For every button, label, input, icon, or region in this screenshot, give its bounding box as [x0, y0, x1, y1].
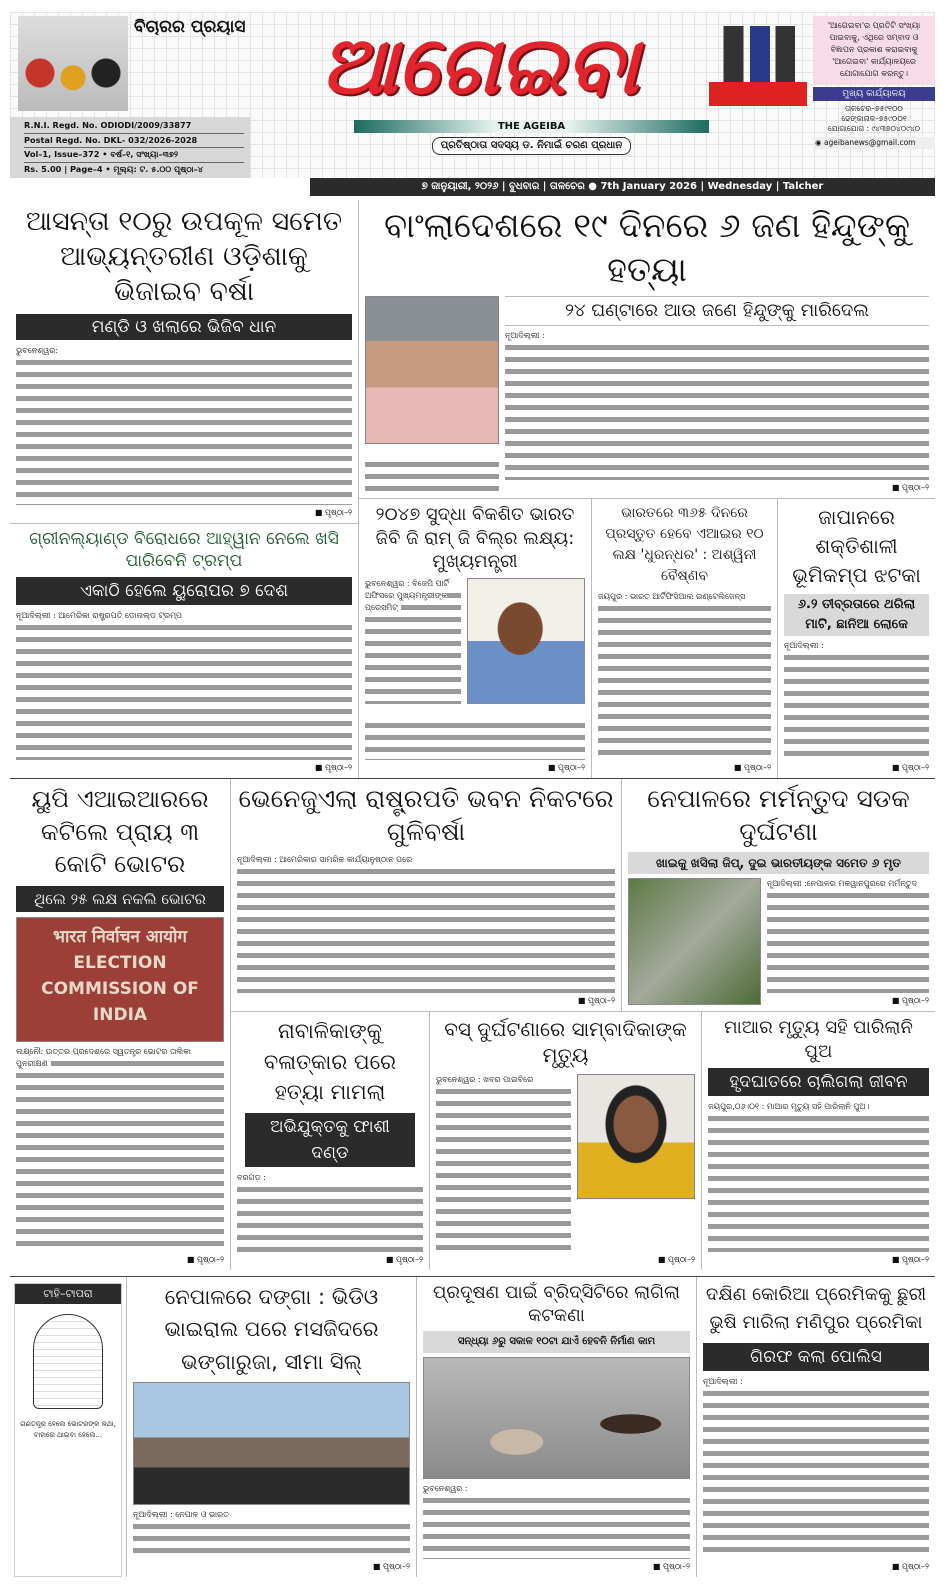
english-title: THE AGEIBA: [354, 120, 709, 133]
story-up-voters: [10, 779, 230, 1269]
continued-marker[interactable]: ■ ପୃଷ୍ଠା–୨: [891, 996, 929, 1006]
headline[interactable]: ବାଂଲାଦେଶରେ ୧୯ ଦିନରେ ୬ ଜଣ ହିନ୍ଦୁଙ୍କୁ ହତ୍ୟା: [384, 206, 910, 291]
masthead-left: [10, 16, 250, 178]
story-ai: [591, 499, 777, 778]
article-body: ଜୟପୁର,୦୬।୦୧ : ମାଆର ମୃତ୍ୟୁ ସହି ପାରିଲାନି ପୁଅ।: [708, 1101, 929, 1252]
headline[interactable]: ନେପାଳରେ ଦଙ୍ଗା : ଭିଡିଓ ଭାଇରାଲ ପରେ ମସଜିଦରେ ଭଙ୍ଗାରୁଜା, ସୀମା ସିଲ୍: [164, 1284, 379, 1374]
jagannath-image: [18, 16, 128, 111]
price-page: Rs. 5.00 | Page–4 • ମୂଲ୍ୟ: ଟ. ୫.୦୦ ପୃଷ୍ଠା–୪: [24, 163, 203, 174]
headline[interactable]: ପ୍ରଦୂଷଣ ପାଇଁ ବ୍ରିଦ୍‌ସିଟିରେ ଲାଗିଲା କଟକଣା: [432, 1281, 681, 1327]
continued-marker[interactable]: ■ ପୃଷ୍ଠା–୨: [186, 1254, 224, 1264]
article-body: ନୂଆଦିଲ୍ଲୀ : ନେପାଳ ଓ ଭାରତ: [133, 1509, 410, 1559]
story-journalist: [429, 1012, 701, 1269]
contact-dhenkanal: ଢେଙ୍କାନାଳ–୭୫୯୦୦୧: [841, 114, 907, 123]
pollution-photo: [423, 1357, 690, 1479]
subhead: ସନ୍ଧ୍ୟା ୬ରୁ ସକାଳ ୧୦ଟା ଯାଏଁ ହେବନି ନିର୍ମାଣ କାମ: [423, 1331, 690, 1353]
story-nepal-accident: [621, 779, 935, 1011]
article-body: ନୂଆଦିଲ୍ଲୀ :: [784, 640, 929, 760]
story-pollution: [416, 1277, 696, 1578]
contact-talcher: ତାଳଚେର–୭୫୯୧୦୦: [845, 104, 903, 113]
headline[interactable]: ଜାପାନରେ ଶକ୍ତିଶାଳୀ ଭୂମିକମ୍ପ ଝଟକା: [792, 505, 921, 588]
headline[interactable]: ବସ୍ ଦୁର୍ଘଟଣାରେ ସାମ୍ବାଦିକାଙ୍କ ମୃତ୍ୟୁ: [444, 1017, 687, 1068]
article-body: ବରଗଡ଼ :: [237, 1172, 423, 1252]
continued-marker[interactable]: ■ ପୃଷ୍ଠା–୨: [657, 1254, 695, 1264]
subhead: ଅଭିଯୁକ୍ତକୁ ଫାଶୀ ଦଣ୍ଡ: [245, 1113, 415, 1167]
cartoon-box: [14, 1283, 122, 1578]
cartoon-drawing: [33, 1314, 103, 1409]
story-nepal-riot: [126, 1277, 416, 1578]
tagline: ବିଚାରର ପ୍ରୟାସ: [134, 17, 246, 37]
journalist-photo: [577, 1074, 695, 1199]
headline[interactable]: ଭେନେଜୁଏଲା ରାଷ୍ଟ୍ରପତି ଭବନ ନିକଟରେ ଗୁଳିବର୍ଷା: [238, 784, 614, 846]
article-body: ଭୁବନେଶ୍ୱର :: [423, 1483, 690, 1559]
registration-box: [10, 117, 250, 178]
founder-label: ପ୍ରତିଷ୍ଠାତା ସଦସ୍ୟ ଡ. ନିମାଇଁ ଚରଣ ପ୍ରଧାନ: [432, 137, 631, 155]
story-son-heart-attack: [701, 1012, 935, 1269]
headline[interactable]: ୟୁପି ଏଆଇଆରରେ କଟିଲେ ପ୍ରାୟ ୩ କୋଟି ଭୋଟର: [31, 785, 209, 879]
continued-marker[interactable]: ■ ପୃଷ୍ଠା–୨: [372, 1562, 410, 1572]
story-chief-minister: [359, 499, 591, 778]
article-body: ଲକ୍ଷ୍ନୌ: ଉତ୍ତର ପ୍ରଦେଶରେ ସ୍ୱତନ୍ତ୍ର ଭୋଟର ତାଲିକା ପୁନରୀକ୍ଷଣ: [16, 1046, 224, 1252]
headline[interactable]: ଗ୍ରୀନଲ୍ୟାଣ୍ଡ ବିରୋଧରେ ଆହ୍ୱାନ ନେଲେ ଖସି ପାରିବେନି ଟ୍ରମ୍ପ: [29, 529, 339, 572]
subhead: ଏକାଠି ହେଲେ ୟୁରୋପର ୭ ଦେଶ: [16, 577, 352, 605]
subhead: ଗିରଫ କଲା ପୋଲିସ: [703, 1343, 929, 1371]
continued-marker[interactable]: ■ ପୃଷ୍ଠା–୨: [891, 1254, 929, 1264]
office-label: ମୁଖ୍ୟ କାର୍ଯ୍ୟାଳୟ: [813, 87, 935, 101]
continued-marker[interactable]: ■ ପୃଷ୍ଠା–୨: [891, 763, 929, 773]
postal-number: Postal Regd. No. DKL- 032/2026-2028: [24, 134, 244, 149]
volume-issue: Vol–1, Issue–372 • ବର୍ଷ–୧, ସଂଖ୍ୟା–୩୭୨: [24, 148, 244, 163]
masthead: [10, 12, 935, 178]
subscription-notice: 'ଆଗେଇବା'ର ପ୍ରତିଟି ସଂଖ୍ୟା ପାଇବାକୁ, ଏଥିରେ ସମ୍ବାଦ ଓ ବିଜ୍ଞାପନ ପ୍ରକାଶ କରାଇବାକୁ 'ଆଗେଇବା' କାର୍ଯ୍ୟାଳୟରେ ଯୋଗାଯୋଗ କରନ୍ତୁ।: [813, 16, 935, 84]
contacts: [813, 104, 935, 134]
article-body: ନୂଆଦିଲ୍ଲୀ :: [505, 330, 929, 480]
subhead: ଥିଲେ ୨୫ ଲକ୍ଷ ନକଲି ଭୋଟର: [16, 886, 224, 912]
headline[interactable]: ନେପାଳରେ ମର୍ମନ୍ତୁଦ ସଡକ ଦୁର୍ଘଟଣା: [647, 784, 910, 846]
article-body: ଭୁବନେଶ୍ୱର:: [16, 345, 352, 505]
continued-marker[interactable]: ■ ପୃଷ୍ଠା–୨: [314, 763, 352, 773]
accident-photo: [628, 878, 761, 1005]
continued-marker[interactable]: ■ ପୃଷ୍ଠା–୨: [733, 763, 771, 773]
subhead: ୨୪ ଘଣ୍ଟାରେ ଆଉ ଜଣେ ହିନ୍ଦୁଙ୍କୁ ମାରିଦେଲ: [505, 296, 929, 326]
rni-number: R.N.I. Regd. No. ODIODI/2009/33877: [24, 119, 244, 134]
article-body: ଜୟପୁର : ଭାରତ ଆର୍ଟିଫିସିଆଲ ଇଣ୍ଟେଲିଜେନ୍ସ: [598, 591, 771, 760]
headline[interactable]: ନାବାଳିକାଙ୍କୁ ବଳାତ୍କାର ପରେ ହତ୍ୟା ମାମଲା: [263, 1019, 397, 1105]
victim-photo: [365, 296, 499, 444]
masthead-center: [256, 16, 807, 178]
subhead: ହୃଦଘାତରେ ଚାଲିଗଲା ଜୀବନ: [708, 1068, 929, 1096]
headline[interactable]: ମାଆର ମୃତ୍ୟୁ ସହି ପାରିଲାନି ପୁଅ: [724, 1017, 913, 1062]
photo-caption: [365, 447, 499, 493]
headline[interactable]: ୨୦୪୭ ସୁଦ୍ଧା ବିକଶିତ ଭାରତ ଜିବି ଜି ରାମ୍ ଜି ବିଲ୍‌ର ଲକ୍ଷ୍ୟ: ମୁଖ୍ୟମନ୍ତ୍ରୀ: [375, 504, 575, 573]
election-commission-photo: भारत निर्वाचन आयोग ELECTION COMMISSION OF INDIA: [16, 917, 224, 1042]
email: [813, 137, 935, 149]
newspaper-logo: ଆଗେଇବା: [320, 19, 639, 112]
continued-marker[interactable]: ■ ପୃଷ୍ଠା–୨: [385, 1254, 423, 1264]
story-minor-murder: [231, 1012, 429, 1269]
contact-phone: ଯୋଗାଯୋଗ : ୯୪୩୭୦୪୦୯୪୦: [827, 124, 921, 133]
email-text: ageibanews@gmail.com: [823, 138, 916, 147]
article-body: ଭୁବନେଶ୍ୱର : ବିଜେପି ପାର୍ଟି ଅଫିସରେ ମୁଖ୍ୟମନ୍ତ୍ରୀଙ୍କ ପ୍ରେସମିଟ୍: [365, 578, 461, 704]
email-icon: ◉: [815, 138, 824, 147]
cartoon-caption: ଗଣତନ୍ତ୍ର ହେଲେ ଭୋଟରଙ୍କ କଥା, ବାହାରେ ଥାଇବା ହେଲେ...: [20, 1419, 116, 1439]
headline[interactable]: ଦକ୍ଷିଣ କୋରିଆ ପ୍ରେମିକକୁ ଛୁରୀ ଭୁଷି ମାରିଲା ମଣିପୁର ପ୍ରେମିକା: [705, 1283, 927, 1334]
chief-minister-photo: [467, 578, 585, 704]
article-body-2: [365, 708, 585, 761]
article-body: ଭୁବନେଶ୍ୱର : ଖବର ପାଇବିରେ: [436, 1074, 571, 1251]
deities-image: [709, 26, 807, 106]
subhead: ମଣ୍ଡି ଓ ଖଲାରେ ଭିଜିବ ଧାନ: [16, 314, 352, 340]
continued-marker[interactable]: ■ ପୃଷ୍ଠା–୨: [891, 483, 929, 493]
article-body: ନୂଆଦିଲ୍ଲୀ : ଆମେରିକାର ସାମରିକ କାର୍ଯ୍ୟାନୁଷ୍ଠାନ ପରେ: [237, 854, 615, 993]
headline[interactable]: ଆସନ୍ତା ୧୦ରୁ ଉପକୂଳ ସମେତ ଆଭ୍ୟନ୍ତରୀଣ ଓଡ଼ିଶାକୁ ଭିଜାଇବ ବର୍ଷା: [25, 206, 343, 308]
continued-marker[interactable]: ■ ପୃଷ୍ଠା–୨: [314, 508, 352, 518]
riot-photo: [133, 1382, 410, 1505]
article-body: ନୂଆଦିଲ୍ଲୀ :ନେପାଳର ମକୱାନପୁରରେ ମର୍ମନ୍ତୁଦ: [767, 878, 929, 993]
article-body: ନୂଆଦିଲ୍ଲୀ : ଆମେରିକା ରାଷ୍ଟ୍ରପତି ଡୋନାଲ୍ଡ ଟ୍ରମ୍ପ: [16, 610, 352, 760]
story-japan: [777, 499, 935, 778]
dateline-bar: ୭ ଜାନୁୟାରୀ, ୨୦୨୬ | ବୁଧବାର | ତାଳଚେର ● 7th January 2026 | Wednesday | Talcher: [310, 178, 935, 196]
subhead: ଖାଇକୁ ଖସିଲା ଜିପ୍, ଦୁଇ ଭାରତୀୟଙ୍କ ସମେତ ୬ ମୃତ: [628, 852, 929, 874]
story-rain: [10, 200, 358, 523]
story-korea-manipur: [696, 1277, 935, 1578]
headline[interactable]: ଭାରତରେ ୩୬୫ ଦିନରେ ପ୍ରସ୍ତୁତ ହେବେ ଏଆଇର ୧୦ ଲକ୍ଷ 'ଧୁରନ୍ଧର' : ଅଶ୍ୱିନୀ ବୈଷ୍ଣବ: [605, 505, 764, 585]
article-body: ନୂଆଦିଲ୍ଲୀ :: [703, 1376, 929, 1559]
continued-marker[interactable]: ■ ପୃଷ୍ଠା–୨: [577, 996, 615, 1006]
continued-marker[interactable]: ■ ପୃଷ୍ଠା–୨: [547, 763, 585, 773]
continued-marker[interactable]: ■ ପୃଷ୍ଠା–୨: [891, 1562, 929, 1572]
story-venezuela: [231, 779, 621, 1011]
story-greenland: [10, 523, 358, 778]
story-bangladesh: [359, 200, 935, 498]
cartoon-title: ଟାହି–ଟାପରା: [15, 1284, 121, 1304]
subhead: ୬.୨ ତୀବ୍ରତାରେ ଥରିଲା ମାଟି, ଛାନିଆ ଲୋକେ: [784, 594, 929, 636]
continued-marker[interactable]: ■ ପୃଷ୍ଠା–୨: [652, 1562, 690, 1572]
masthead-right: [813, 16, 935, 178]
